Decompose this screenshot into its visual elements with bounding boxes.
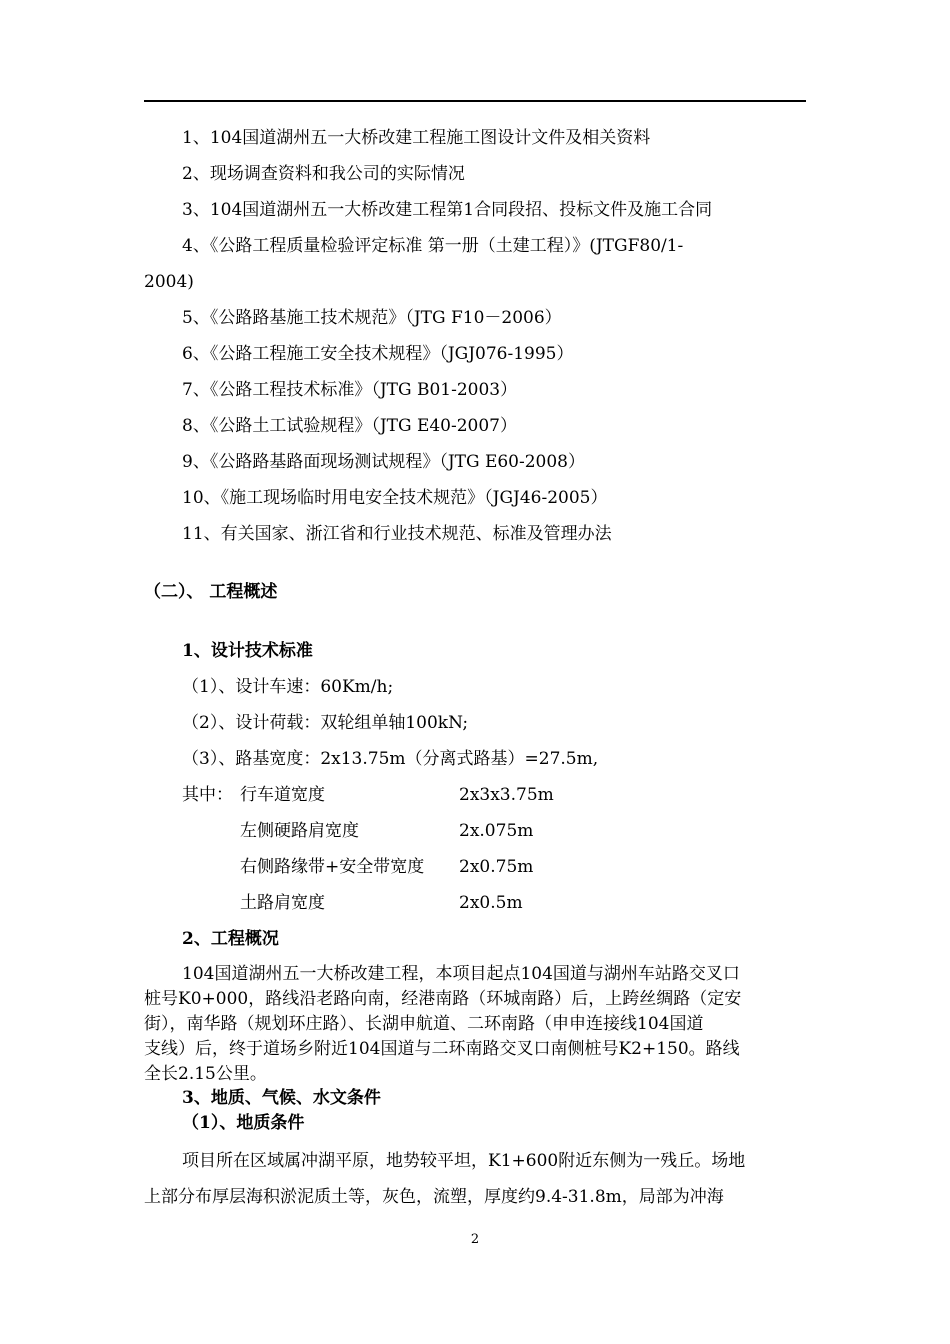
geology-line: 项目所在区域属冲湖平原，地势较平坦，K1+600附近东侧为一残丘。场地 [182,1151,746,1171]
design-item-width: （3）、路基宽度：2x13.75m（分离式路基）=27.5m, [182,749,599,769]
geology-line: 上部分布厚层海积淤泥质土等，灰色，流塑，厚度约9.4-31.8m，局部为冲海 [144,1187,724,1207]
design-item-speed: （1）、设计车速：60Km/h; [182,677,394,697]
overview-heading: 2、工程概况 [182,929,279,949]
width-value: 2x0.75m [459,857,534,877]
width-value: 2x3x3.75m [459,785,554,805]
reference-item-10: 10、《施工现场临时用电安全技术规范》（JGJ46-2005） [182,488,608,508]
overview-line: 104国道湖州五一大桥改建工程，本项目起点104国道与湖州车站路交叉口 [182,964,740,984]
width-value: 2x0.5m [459,893,523,913]
width-label: 土路肩宽度 [240,893,325,913]
width-value: 2x.075m [459,821,534,841]
reference-item-4-continued: 2004) [144,272,194,292]
overview-line: 桩号K0+000，路线沿老路向南，经港南路（环城南路）后，上跨丝绸路（定安 [144,989,742,1009]
width-label: 行车道宽度 [240,785,325,805]
width-prefix: 其中： [182,785,233,805]
overview-line: 全长2.15公里。 [144,1064,267,1084]
design-item-load: （2）、设计荷载：双轮组单轴100kN; [182,713,469,733]
overview-line: 街），南华路（规划环庄路）、长湖申航道、二环南路（申申连接线104国道 [144,1014,704,1034]
overview-line: 支线）后，终于道场乡附近104国道与二环南路交叉口南侧桩号K2+150。路线 [144,1039,740,1059]
reference-item-9: 9、《公路路基路面现场测试规程》（JTG E60-2008） [182,452,586,472]
header-rule [144,100,806,102]
reference-item-11: 11、有关国家、浙江省和行业技术规范、标准及管理办法 [182,524,612,544]
reference-item-2: 2、现场调查资料和我公司的实际情况 [182,164,465,184]
geology-heading: （1）、地质条件 [182,1113,305,1133]
reference-item-5: 5、《公路路基施工技术规范》（JTG F10－2006） [182,308,562,328]
page-number: 2 [470,1232,480,1247]
width-label: 左侧硬路肩宽度 [240,821,359,841]
reference-item-4: 4、《公路工程质量检验评定标准 第一册（土建工程）》(JTGF80/1- [182,236,684,256]
reference-item-7: 7、《公路工程技术标准》（JTG B01-2003） [182,380,518,400]
section-title: （二）、 工程概述 [144,582,278,602]
reference-item-8: 8、《公路土工试验规程》（JTG E40-2007） [182,416,518,436]
design-heading: 1、设计技术标准 [182,641,313,661]
reference-item-1: 1、104国道湖州五一大桥改建工程施工图设计文件及相关资料 [182,128,651,148]
width-label: 右侧路缘带+安全带宽度 [240,857,425,877]
conditions-heading: 3、地质、气候、水文条件 [182,1088,381,1108]
reference-item-6: 6、《公路工程施工安全技术规程》（JGJ076-1995） [182,344,574,364]
reference-item-3: 3、104国道湖州五一大桥改建工程第1合同段招、投标文件及施工合同 [182,200,713,220]
